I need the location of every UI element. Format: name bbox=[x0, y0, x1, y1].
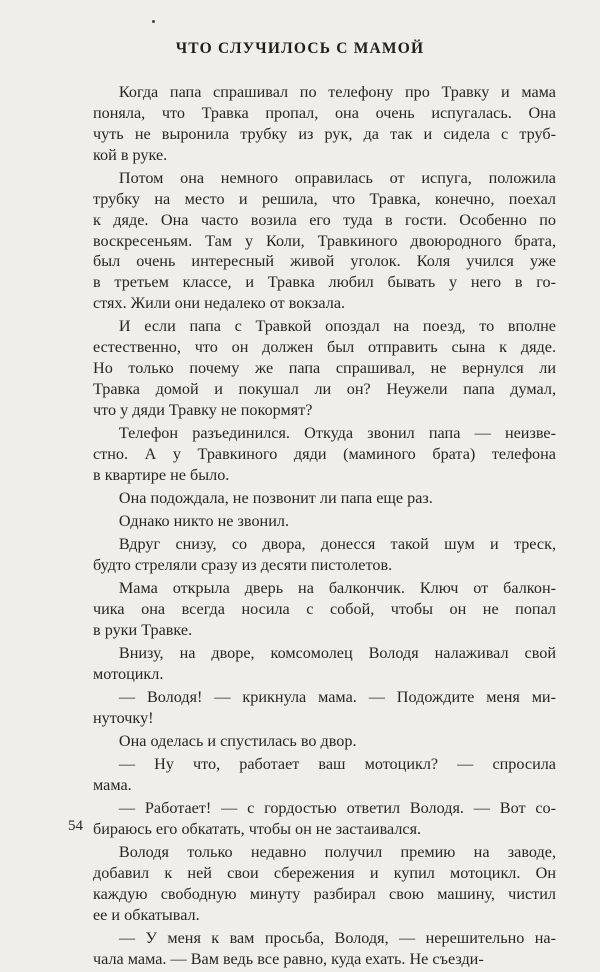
text-line: трубку на место и решила, что Травка, конечно, поехал bbox=[93, 189, 556, 208]
paragraph bbox=[93, 316, 556, 421]
paragraph bbox=[93, 687, 556, 729]
text-line: Однако никто не звонил. bbox=[118, 512, 289, 531]
text-line: в руки Травке. bbox=[93, 620, 193, 639]
text-line: был очень интересный живой уголок. Коля учился уже bbox=[93, 252, 556, 271]
text-line: Но только почему же папа спрашивал, не вернулся ли bbox=[93, 359, 556, 378]
text-line: стно. А у Травкиного дяди (маминого брата) телефона bbox=[93, 444, 556, 463]
paragraph bbox=[93, 754, 556, 796]
paragraph bbox=[93, 82, 556, 166]
text-line: чала мама. — Вам ведь все равно, куда ехать. Не съезди- bbox=[93, 949, 484, 968]
text-line: Вдруг снизу, со двора, донесся такой шум и треск, bbox=[118, 535, 556, 554]
text-line: Она оделась и спустилась во двор. bbox=[118, 732, 357, 751]
chapter-text bbox=[93, 82, 556, 972]
text-line: Володя только недавно получил премию на заводе, bbox=[118, 843, 556, 862]
text-line: мама. bbox=[93, 776, 132, 795]
text-line: — Ну что, работает ваш мотоцикл? — спросила bbox=[118, 755, 556, 774]
paragraph bbox=[93, 928, 556, 970]
text-line: бираюсь его обкатать, чтобы он не застаивался. bbox=[93, 820, 422, 839]
text-line: воскресеньям. Там у Коли, Травкиного двоюродного брата, bbox=[93, 231, 556, 250]
page-number: 54 bbox=[68, 818, 83, 834]
text-line: нуточку! bbox=[93, 708, 154, 727]
text-line: Потом она немного оправилась от испуга, положила bbox=[118, 168, 556, 187]
text-line: — Володя! — крикнула мама. — Подождите меня ми- bbox=[118, 688, 556, 707]
text-line: Телефон разъединился. Откуда звонил папа — неизве- bbox=[118, 424, 556, 443]
text-line: Когда папа спрашивал по телефону про Травку и мама bbox=[118, 83, 556, 101]
print-speck bbox=[152, 20, 155, 23]
text-line: ее и обкатывал. bbox=[93, 905, 200, 924]
paragraph bbox=[93, 488, 556, 509]
text-line: чуть не выронила трубку из рук, да так и сидела с труб- bbox=[93, 124, 556, 143]
text-line: — Работает! — с гордостью ответил Володя. — Вот со- bbox=[118, 799, 556, 818]
text-line: кой в руке. bbox=[93, 145, 168, 164]
text-line: к дяде. Она часто возила его туда в гости. Особенно по bbox=[93, 210, 556, 229]
paragraph bbox=[93, 578, 556, 641]
paragraph bbox=[93, 731, 556, 752]
text-line: Внизу, на дворе, комсомолец Володя налаживал свой bbox=[118, 644, 556, 663]
paragraph bbox=[93, 168, 556, 314]
text-line: Мама открыла дверь на балкончик. Ключ от балкон- bbox=[118, 579, 556, 598]
text-line: в квартире не было. bbox=[93, 465, 230, 484]
text-line: Она подождала, не позвонит ли папа еще раз. bbox=[118, 488, 433, 507]
text-line: И если папа с Травкой опоздал на поезд, то вполне bbox=[118, 317, 556, 336]
text-line: чика она всегда носила с собой, чтобы он не попал bbox=[93, 600, 556, 619]
paragraph bbox=[93, 423, 556, 486]
text-line: стях. Жили они недалеко от вокзала. bbox=[93, 294, 346, 313]
paragraph bbox=[93, 511, 556, 532]
text-line: естественно, что он должен был отправить сына к дяде. bbox=[93, 338, 556, 357]
text-line: в третьем классе, и Травка любил бывать у него в го- bbox=[93, 273, 556, 292]
text-line: каждую свободную минуту разбирал свою машину, чистил bbox=[93, 884, 556, 903]
text-line: добавил к ней свои сбережения и купил мотоцикл. Он bbox=[93, 864, 556, 883]
text-line: Травка домой и покушал ли он? Неужели папа думал, bbox=[93, 380, 556, 399]
paragraph bbox=[93, 798, 556, 840]
paragraph bbox=[93, 643, 556, 685]
paragraph bbox=[93, 842, 556, 926]
text-line: что у дяди Травку не покормят? bbox=[93, 400, 313, 419]
text-line: мотоцикл. bbox=[93, 664, 164, 683]
text-line: поняла, что Травка пропал, она очень испугалась. Она bbox=[93, 103, 556, 122]
text-line: — У меня к вам просьба, Володя, — нерешительно на- bbox=[118, 928, 556, 947]
text-line: будто стреляли сразу из десяти пистолетов. bbox=[93, 556, 393, 575]
chapter-title: ЧТО СЛУЧИЛОСЬ С МАМОЙ bbox=[175, 40, 425, 57]
paragraph bbox=[93, 534, 556, 576]
